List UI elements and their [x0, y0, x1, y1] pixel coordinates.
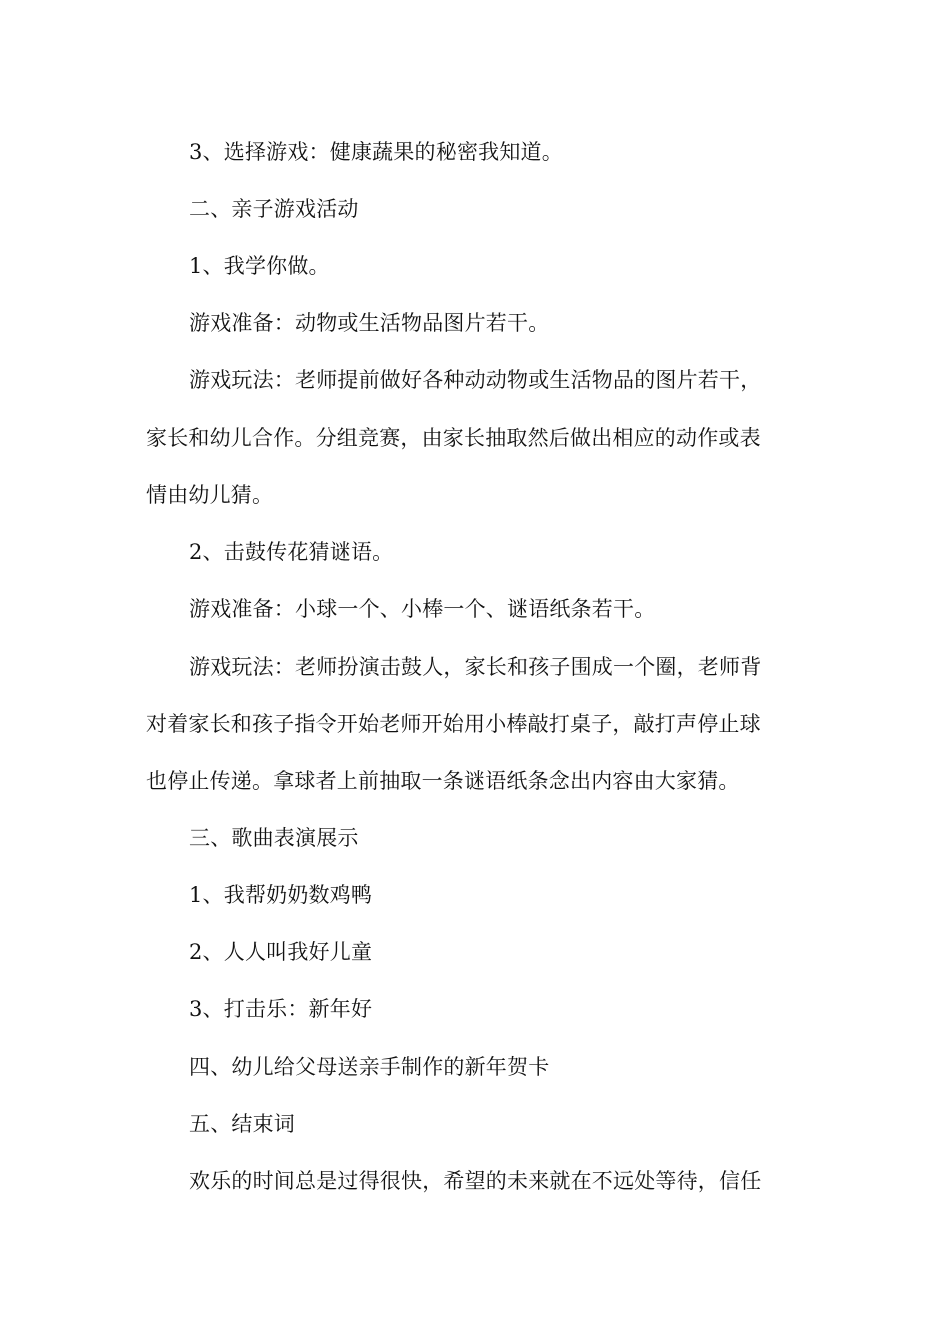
section-heading: 二、亲子游戏活动 [189, 197, 359, 221]
text-line: 1、我帮奶奶数鸡鸭 [189, 883, 373, 907]
text-line: 对着家长和孩子指令开始老师开始用小棒敲打桌子，敲打声停止球 [146, 712, 761, 736]
text-line: 1、我学你做。 [189, 254, 330, 278]
section-heading: 五、结束词 [189, 1112, 295, 1136]
text-line: 也停止传递。拿球者上前抽取一条谜语纸条念出内容由大家猜。 [146, 769, 740, 793]
section-heading: 四、幼儿给父母送亲手制作的新年贺卡 [189, 1055, 550, 1079]
text-line: 游戏玩法：老师提前做好各种动动物或生活物品的图片若干， [189, 368, 762, 392]
text-line: 游戏玩法：老师扮演击鼓人，家长和孩子围成一个圈，老师背 [189, 655, 762, 679]
text-line: 2、击鼓传花猜谜语。 [189, 540, 394, 564]
text-line: 游戏准备：动物或生活物品图片若干。 [189, 311, 550, 335]
text-line: 游戏准备：小球一个、小棒一个、谜语纸条若干。 [189, 597, 656, 621]
section-heading: 三、歌曲表演展示 [189, 826, 359, 850]
text-line: 情由幼儿猜。 [146, 483, 274, 507]
text-line: 3、选择游戏：健康蔬果的秘密我知道。 [189, 140, 563, 164]
text-line: 欢乐的时间总是过得很快，希望的未来就在不远处等待，信任 [189, 1169, 762, 1193]
text-line: 家长和幼儿合作。分组竞赛，由家长抽取然后做出相应的动作或表 [146, 426, 761, 450]
text-line: 2、人人叫我好儿童 [189, 940, 373, 964]
text-line: 3、打击乐：新年好 [189, 997, 373, 1021]
